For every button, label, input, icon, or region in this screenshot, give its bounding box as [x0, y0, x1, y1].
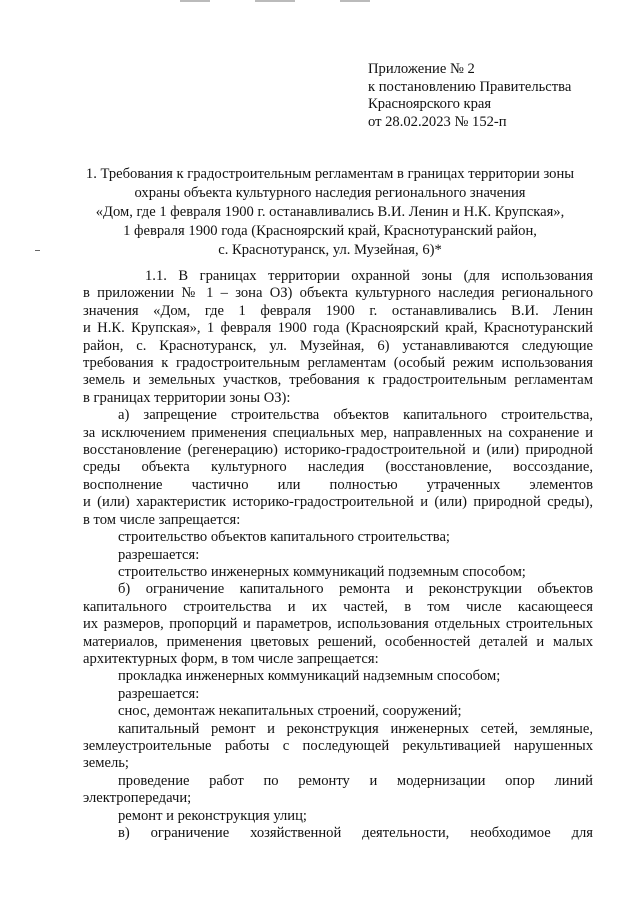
text-line: разрешается:: [118, 685, 200, 702]
text-line: земель и земельных участков, требования к градостроительным регламентам: [83, 372, 593, 389]
text-line: землеустроительные работы с последующей рекультивацией нарушенных: [83, 737, 593, 754]
text-line: электропередачи;: [83, 790, 192, 807]
text-line: материалов, применения цветовых решений, особенностей деталей и малых: [83, 633, 593, 650]
text-line: требования к градостроительным регламентам (особый режим использования: [83, 355, 593, 372]
text-line: строительство инженерных коммуникаций подземным способом;: [118, 563, 526, 580]
text-line: и Н.К. Крупская», 1 февраля 1900 года (Красноярский край, Краснотуранский: [83, 320, 593, 337]
title-line: «Дом, где 1 февраля 1900 г. останавливались В.И. Ленин и Н.К. Крупская»,: [95, 204, 565, 220]
header-line: Красноярского края: [368, 96, 492, 112]
title-line: с. Краснотуранск, ул. Музейная, 6)*: [218, 242, 442, 258]
text-line: и (или) характеристик историко-градостроительной и (или) природной среды),: [83, 494, 593, 511]
text-line: 1.1. В границах территории охранной зоны (для использования: [145, 268, 593, 284]
title-line: охраны объекта культурного наследия регионального значения: [134, 185, 526, 201]
text-line: восстановление (регенерацию) историко-градостроительной и (или) природной: [83, 442, 593, 459]
text-line: за исключением применения специальных мер, направленных на сохранение и: [83, 424, 593, 441]
text-line: в приложении № 1 – зона ОЗ) объекта культурного наследия регионального: [83, 285, 593, 302]
text-line: б) ограничение капитального ремонта и реконструкции объектов: [118, 581, 593, 598]
text-line: снос, демонтаж некапитальных строений, сооружений;: [118, 703, 462, 720]
text-line: разрешается:: [118, 546, 200, 563]
title-line: 1. Требования к градостроительным регламентам в границах территории зоны: [85, 166, 575, 182]
appendix-header: [368, 61, 618, 131]
text-line: в границах территории зоны ОЗ):: [83, 389, 291, 406]
text-line: район, с. Краснотуранск, ул. Музейная, 6) устанавливаются следующие: [83, 337, 593, 354]
text-line: в том числе запрещается:: [83, 511, 241, 528]
text-line: архитектурных форм, в том числе запрещается:: [83, 650, 379, 667]
text-line: значения «Дом, где 1 февраля 1900 г. останавливались В.И. Ленин: [83, 302, 593, 319]
text-line: земель;: [83, 755, 129, 772]
text-line: капитального строительства и их частей, в том числе касающееся: [83, 598, 593, 615]
header-line: Приложение № 2: [368, 61, 475, 77]
text-line: в) ограничение хозяйственной деятельности, необходимое для: [118, 825, 593, 841]
text-line: строительство объектов капитального строительства;: [118, 529, 450, 546]
text-line: восполнение частично или полностью утраченных элементов: [83, 476, 593, 493]
header-line: от 28.02.2023 № 152-п: [368, 113, 507, 130]
section-title: [60, 165, 600, 260]
title-line: 1 февраля 1900 года (Красноярский край, Краснотуранский район,: [123, 223, 537, 239]
text-line: капитальный ремонт и реконструкция инженерных сетей, земляные,: [118, 720, 593, 737]
scan-mark: [35, 250, 40, 251]
text-line: их размеров, пропорций и параметров, использования отдельных строительных: [83, 616, 593, 633]
text-line: проведение работ по ремонту и модернизации опор линий: [118, 772, 593, 789]
header-line: к постановлению Правительства: [368, 78, 572, 95]
body-text: [83, 268, 593, 842]
text-line: среды объекта культурного наследия (восстановление, воссоздание,: [83, 459, 593, 476]
text-line: прокладка инженерных коммуникаций надземным способом;: [118, 668, 501, 685]
text-line: ремонт и реконструкция улиц;: [118, 807, 307, 824]
scan-artifact: [180, 0, 380, 4]
text-line: а) запрещение строительства объектов капитального строительства,: [118, 407, 593, 424]
